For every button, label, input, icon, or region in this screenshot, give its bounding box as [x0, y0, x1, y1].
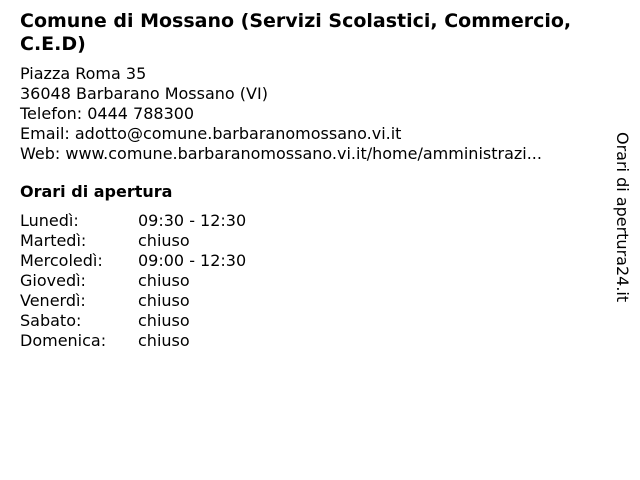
website-url: Web: www.comune.barbaranomossano.vi.it/home/amministrazi...: [20, 144, 542, 163]
day-hours: chiuso: [138, 271, 190, 290]
day-hours: chiuso: [138, 331, 190, 350]
day-hours: chiuso: [138, 231, 190, 250]
day-hours: 09:30 - 12:30: [138, 211, 247, 230]
opening-hours-table: [20, 211, 610, 351]
day-label: Venerdì:: [20, 291, 86, 310]
hours-row-saturday: [20, 311, 610, 331]
opening-hours-title: Orari di apertura: [20, 182, 173, 201]
hours-row-sunday: [20, 331, 610, 351]
site-watermark: Orari di apertura24.it: [613, 132, 632, 303]
address-line-1: Piazza Roma 35: [20, 64, 147, 83]
day-hours: chiuso: [138, 291, 190, 310]
hours-row-wednesday: [20, 251, 610, 271]
contact-info: [20, 64, 610, 164]
day-label: Martedì:: [20, 231, 87, 250]
phone-number: Telefon: 0444 788300: [20, 104, 195, 123]
email-address: Email: adotto@comune.barbaranomossano.vi.it: [20, 124, 402, 143]
day-label: Domenica:: [20, 331, 107, 350]
day-hours: 09:00 - 12:30: [138, 251, 247, 270]
day-label: Giovedì:: [20, 271, 86, 290]
day-hours: chiuso: [138, 311, 190, 330]
business-name: Comune di Mossano (Servizi Scolastici, Commercio, C.E.D): [20, 10, 572, 55]
day-label: Lunedì:: [20, 211, 79, 230]
hours-row-thursday: [20, 271, 610, 291]
hours-row-friday: [20, 291, 610, 311]
address-line-2: 36048 Barbarano Mossano (VI): [20, 84, 268, 103]
day-label: Mercoledì:: [20, 251, 103, 270]
hours-row-tuesday: [20, 231, 610, 251]
day-label: Sabato:: [20, 311, 82, 330]
business-card: [20, 10, 610, 351]
hours-row-monday: [20, 211, 610, 231]
